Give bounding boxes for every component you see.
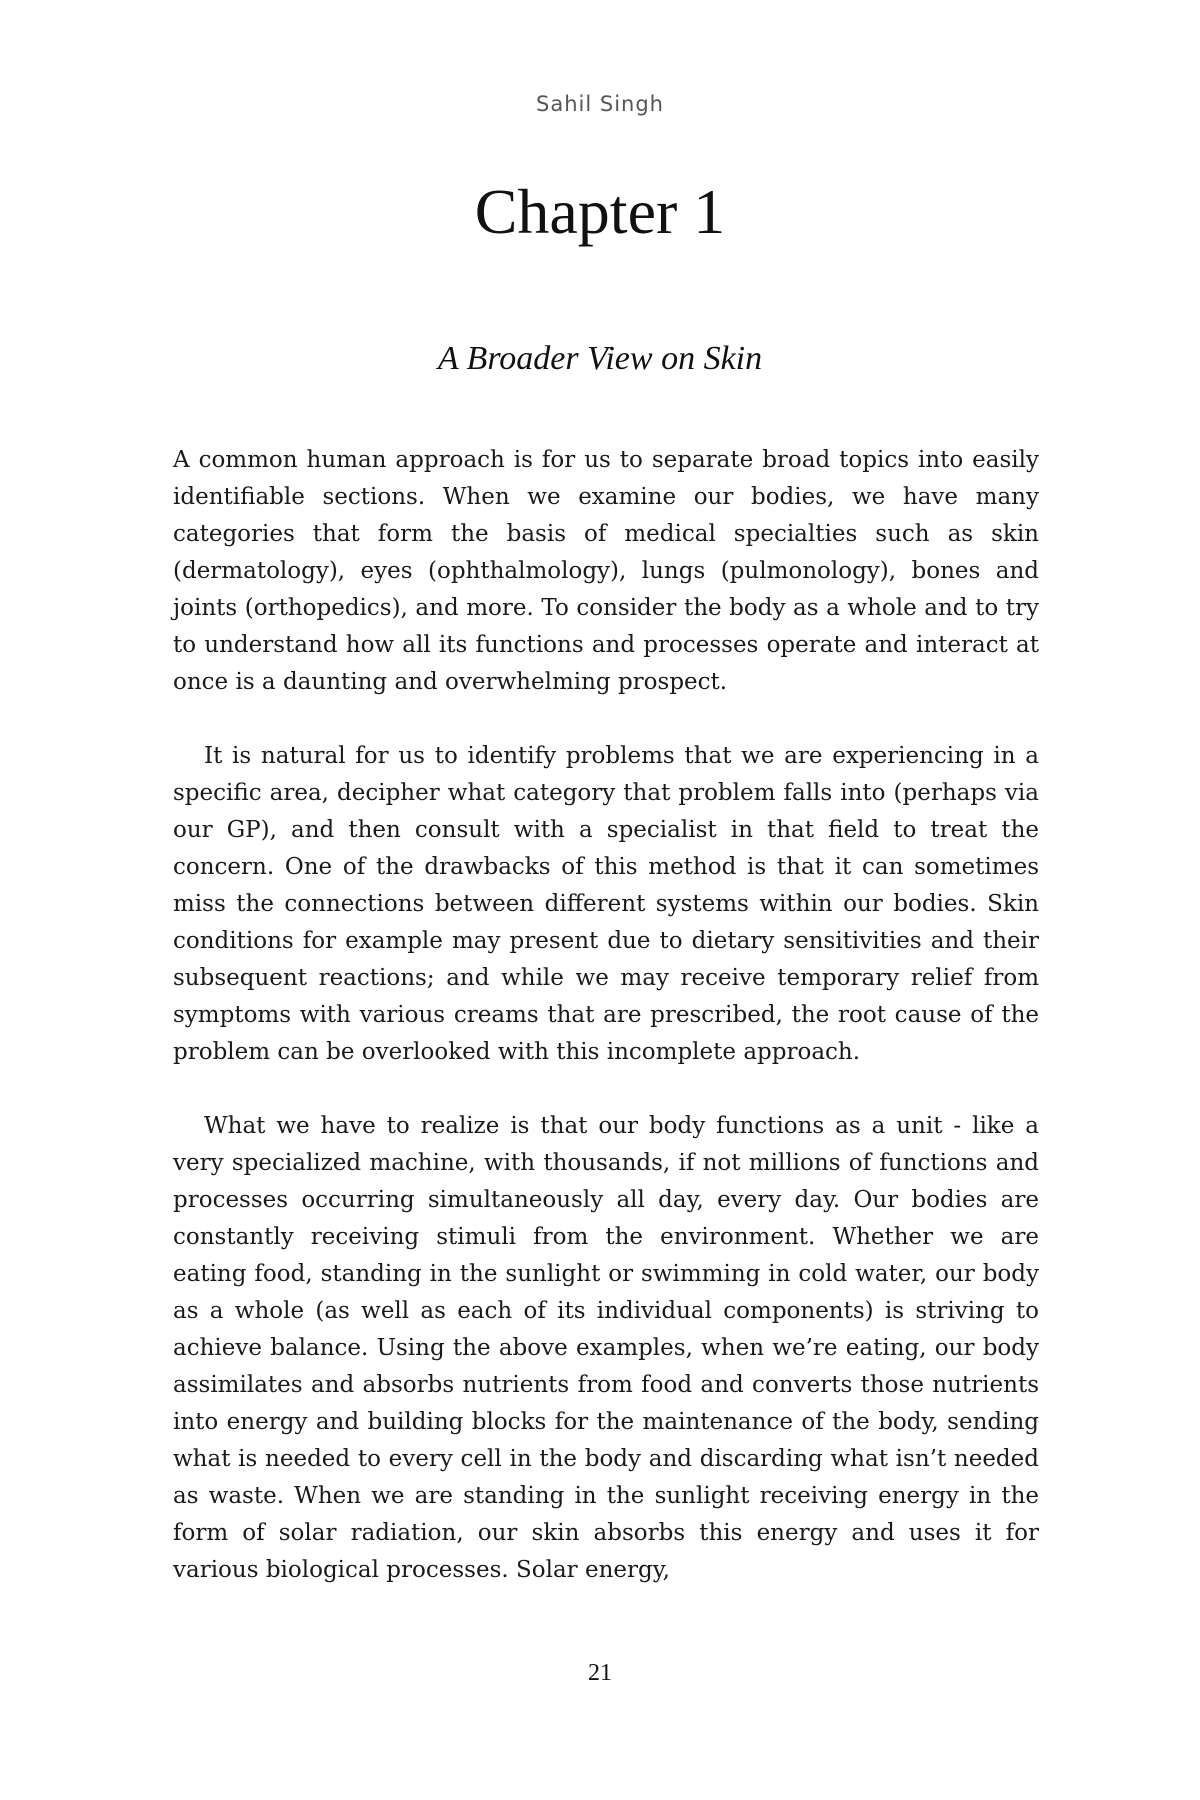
paragraph-3: What we have to realize is that our body functions as a unit - like a very specialized machine, with thousands, if not millions of functions and processes occurring simultaneously all day, every day. Our bodies are constantly receiving stimuli from the environment. Whether we are eating food, standing in the sunlight or swimming in cold water, our body as a whole (as well as each of its individual components) is striving to achieve balance. Using the above examples, when we’re eating, our body assimilates and absorbs nutrients from food and converts those nutrients into energy and building blocks for the maintenance of the body, sending what is needed to every cell in the body and discarding what isn’t needed as waste. When we are standing in the sunlight receiving energy in the form of solar radiation, our skin absorbs this energy and uses it for various biological processes. Solar energy,: [173, 1113, 1039, 1583]
paragraph-2: It is natural for us to identify problems that we are experiencing in a specific area, decipher what category that problem falls into (perhaps via our GP), and then consult with a specialist in that field to treat the concern. One of the drawbacks of this method is that it can sometimes miss the connections between different systems within our bodies. Skin conditions for example may present due to dietary sensitivities and their subsequent reactions; and while we may receive temporary relief from symptoms with various creams that are prescribed, the root cause of the problem can be overlooked with this incomplete approach.: [173, 743, 1039, 1065]
paragraph-1: A common human approach is for us to separate broad topics into easily identifiable sections. When we examine our bodies, we have many categories that form the basis of medical specialties such as skin (dermatology), eyes (ophthalmology), lungs (pulmonology), bones and joints (orthopedics), and more. To consider the body as a whole and to try to understand how all its functions and processes operate and interact at once is a daunting and overwhelming prospect.: [173, 447, 1039, 695]
running-head-author: Sahil Singh: [536, 92, 664, 116]
page-number: 21: [588, 1660, 612, 1686]
chapter-title: Chapter 1: [474, 176, 726, 247]
chapter-subtitle: A Broader View on Skin: [437, 340, 763, 377]
body-text: [173, 442, 1039, 1626]
